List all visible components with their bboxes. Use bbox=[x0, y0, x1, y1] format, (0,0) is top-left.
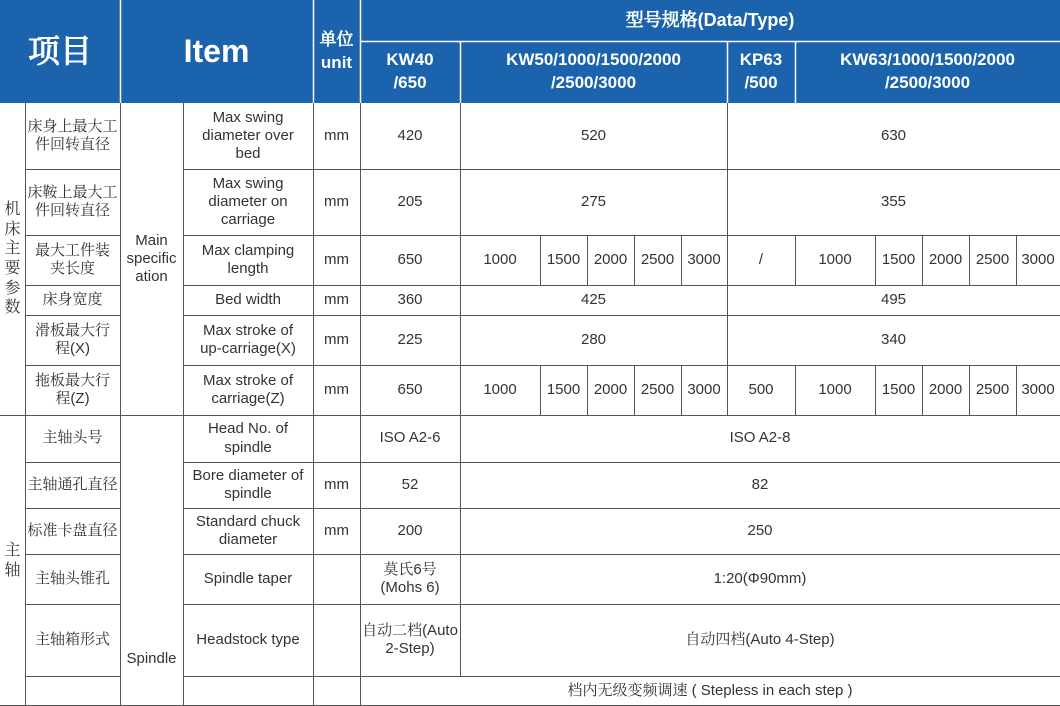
group-machine-cn-line: 主 bbox=[4, 240, 21, 258]
header-model-2-line: KP63 bbox=[739, 50, 783, 70]
header-model-0-line: KW40 bbox=[386, 50, 434, 70]
row-5-kw50-4-line: 3000 bbox=[687, 380, 721, 398]
row-9-value-rest-line: 1:20(Φ90mm) bbox=[713, 569, 807, 587]
row-5-kw63-0-line: 1000 bbox=[818, 380, 852, 398]
row-2-cn-line: 最大工件装 bbox=[34, 241, 110, 259]
row-11-value-all-line: 档内无级变频调速 ( Stepless in each step ) bbox=[567, 681, 853, 699]
row-4-unit-line: mm bbox=[324, 330, 349, 348]
row-6-en-line: spindle bbox=[224, 438, 272, 456]
row-7-en-line: Bore diameter of bbox=[192, 466, 304, 484]
row-1-kw63-line: 355 bbox=[880, 192, 907, 210]
row-6-cn-line: 主轴头号 bbox=[42, 429, 103, 447]
row-5-unit-line: mm bbox=[324, 380, 349, 398]
group-main-spec-line: ation bbox=[135, 268, 168, 286]
row-0-kw63-line: 630 bbox=[880, 126, 907, 144]
row-0-en-line: Max swing bbox=[212, 108, 284, 126]
row-5-kw50-1-line: 1500 bbox=[546, 380, 581, 398]
row-2-kw50-3-line: 2500 bbox=[640, 250, 675, 268]
group-machine-cn-line: 数 bbox=[4, 299, 21, 317]
row-1-cn-line: 件回转直径 bbox=[34, 202, 110, 219]
row-7-kw40-line: 52 bbox=[401, 475, 419, 493]
row-1-kw40-line: 205 bbox=[397, 192, 423, 210]
row-0-kw40-line: 420 bbox=[397, 126, 423, 144]
row-8-kw40-line: 200 bbox=[397, 521, 423, 539]
row-5-kw63-1-line: 1500 bbox=[881, 380, 916, 398]
group-spindle-cn-line: 轴 bbox=[4, 561, 21, 579]
row-10-en-line: Headstock type bbox=[196, 630, 300, 648]
row-7-unit-line: mm bbox=[324, 475, 349, 493]
row-5-kw63-4-line: 3000 bbox=[1021, 380, 1055, 398]
header-item-line: Item bbox=[183, 32, 250, 69]
header-model-1-line: /2500/3000 bbox=[550, 73, 637, 92]
row-2-cn-line: 夹长度 bbox=[49, 260, 95, 277]
row-8-en-line: Standard chuck bbox=[195, 512, 301, 530]
row-5-kw63-3-line: 2500 bbox=[975, 380, 1010, 398]
row-4-cn-line: 滑板最大行 bbox=[34, 321, 110, 339]
row-0-unit-line: mm bbox=[324, 126, 349, 144]
group-machine-cn-line: 要 bbox=[4, 260, 21, 277]
group-main-spec-line: specific bbox=[126, 249, 177, 267]
row-3-cn-line: 床身宽度 bbox=[42, 290, 103, 308]
group-main-spec-line: Main bbox=[135, 231, 168, 249]
group-machine-cn-line: 机 bbox=[4, 201, 21, 219]
row-6-kw40-line: ISO A2-6 bbox=[379, 429, 441, 447]
row-2-en-line: Max clamping bbox=[201, 241, 295, 259]
row-2-kw50-0-line: 1000 bbox=[483, 250, 517, 268]
row-3-en-line: Bed width bbox=[215, 290, 281, 308]
header-project-cn-line: 项目 bbox=[27, 32, 92, 69]
row-4-cn-line: 程(X) bbox=[54, 340, 90, 357]
group-spindle-cn-line: 主 bbox=[4, 541, 21, 559]
row-4-kw40-line: 225 bbox=[397, 330, 423, 348]
header-unit-line: 单位 bbox=[319, 29, 354, 49]
row-7-value-rest-line: 82 bbox=[751, 475, 769, 493]
group-spindle-line: Spindle bbox=[126, 649, 177, 667]
row-2-unit-line: mm bbox=[324, 250, 349, 268]
row-5-en-line: Max stroke of bbox=[202, 371, 294, 389]
row-3-unit-line: mm bbox=[324, 290, 349, 308]
row-5-kp63-line: 500 bbox=[748, 380, 774, 398]
row-2-kw63-0-line: 1000 bbox=[818, 250, 852, 268]
row-0-kw50-line: 520 bbox=[580, 126, 607, 144]
row-1-en-line: carriage bbox=[220, 211, 276, 229]
row-2-kw63-4-line: 3000 bbox=[1021, 250, 1055, 268]
row-2-kw50-4-line: 3000 bbox=[687, 250, 721, 268]
row-0-cn-line: 床身上最大工 bbox=[27, 117, 118, 135]
row-1-unit-line: mm bbox=[324, 192, 349, 210]
row-0-en-line: bed bbox=[235, 145, 261, 163]
group-machine-cn-line: 床 bbox=[4, 220, 21, 238]
row-4-kw63-line: 340 bbox=[880, 330, 907, 348]
row-5-cn-line: 拖板最大行 bbox=[34, 371, 110, 389]
row-3-kw63-line: 495 bbox=[880, 290, 907, 308]
row-6-en-line: Head No. of bbox=[207, 420, 289, 438]
row-5-kw50-3-line: 2500 bbox=[640, 380, 675, 398]
row-4-en-line: Max stroke of bbox=[202, 321, 294, 339]
row-4-kw50-line: 280 bbox=[580, 330, 607, 348]
header-model-3-line: /2500/3000 bbox=[884, 73, 971, 92]
row-2-en-line: length bbox=[227, 260, 269, 277]
row-5-kw50-0-line: 1000 bbox=[483, 380, 517, 398]
row-7-cn-line: 主轴通孔直径 bbox=[27, 475, 118, 493]
row-2-kw63-1-line: 1500 bbox=[881, 250, 916, 268]
row-8-unit-line: mm bbox=[324, 521, 349, 539]
header-model-3-line: KW63/1000/1500/2000 bbox=[840, 50, 1015, 70]
row-9-kw40-line: 莫氏6号 bbox=[383, 560, 437, 578]
row-9-cn-line: 主轴头锥孔 bbox=[34, 569, 110, 587]
row-2-kw40-line: 650 bbox=[397, 250, 423, 268]
row-2-kp63-line: / bbox=[758, 250, 764, 268]
row-2-kw63-2-line: 2000 bbox=[928, 250, 963, 268]
row-2-kw50-1-line: 1500 bbox=[546, 250, 581, 268]
row-9-kw40-line: (Mohs 6) bbox=[380, 579, 440, 596]
row-1-cn-line: 床鞍上最大工 bbox=[27, 183, 118, 201]
row-5-kw50-2-line: 2000 bbox=[593, 380, 628, 398]
header-model-0-line: /650 bbox=[393, 73, 427, 92]
row-8-value-rest-line: 250 bbox=[747, 521, 773, 539]
header-models-title-line: 型号规格(Data/Type) bbox=[625, 9, 795, 30]
row-9-en-line: Spindle taper bbox=[203, 569, 293, 587]
row-3-kw40-line: 360 bbox=[397, 290, 423, 308]
row-1-en-line: Max swing bbox=[212, 174, 284, 192]
row-8-cn-line: 标准卡盘直径 bbox=[27, 521, 118, 539]
row-6-value-rest-line: ISO A2-8 bbox=[729, 429, 791, 447]
header-unit-line: unit bbox=[320, 52, 353, 72]
row-1-kw50-line: 275 bbox=[580, 192, 607, 210]
row-3-kw50-line: 425 bbox=[580, 290, 607, 308]
row-2-kw50-2-line: 2000 bbox=[593, 250, 628, 268]
row-5-kw63-2-line: 2000 bbox=[928, 380, 963, 398]
group-machine-cn-line: 参 bbox=[4, 279, 21, 297]
row-10-kw40-line: 2-Step) bbox=[385, 640, 435, 657]
row-4-en-line: up-carriage(X) bbox=[200, 340, 296, 357]
row-10-value-rest-line: 自动四档(Auto 4-Step) bbox=[685, 630, 835, 648]
row-0-cn-line: 件回转直径 bbox=[34, 136, 110, 153]
row-0-en-line: diameter over bbox=[202, 126, 294, 144]
row-8-en-line: diameter bbox=[218, 531, 278, 548]
header-model-2-line: /500 bbox=[744, 73, 778, 92]
row-5-kw40-line: 650 bbox=[397, 380, 423, 398]
row-2-kw63-3-line: 2500 bbox=[975, 250, 1010, 268]
row-1-en-line: diameter on bbox=[208, 192, 288, 210]
row-10-kw40-line: 自动二档(Auto bbox=[362, 621, 458, 639]
row-5-cn-line: 程(Z) bbox=[55, 390, 90, 407]
row-7-en-line: spindle bbox=[224, 485, 272, 502]
row-5-en-line: carriage(Z) bbox=[211, 390, 285, 407]
header-model-1-line: KW50/1000/1500/2000 bbox=[506, 50, 681, 70]
row-10-cn-line: 主轴箱形式 bbox=[34, 630, 110, 648]
